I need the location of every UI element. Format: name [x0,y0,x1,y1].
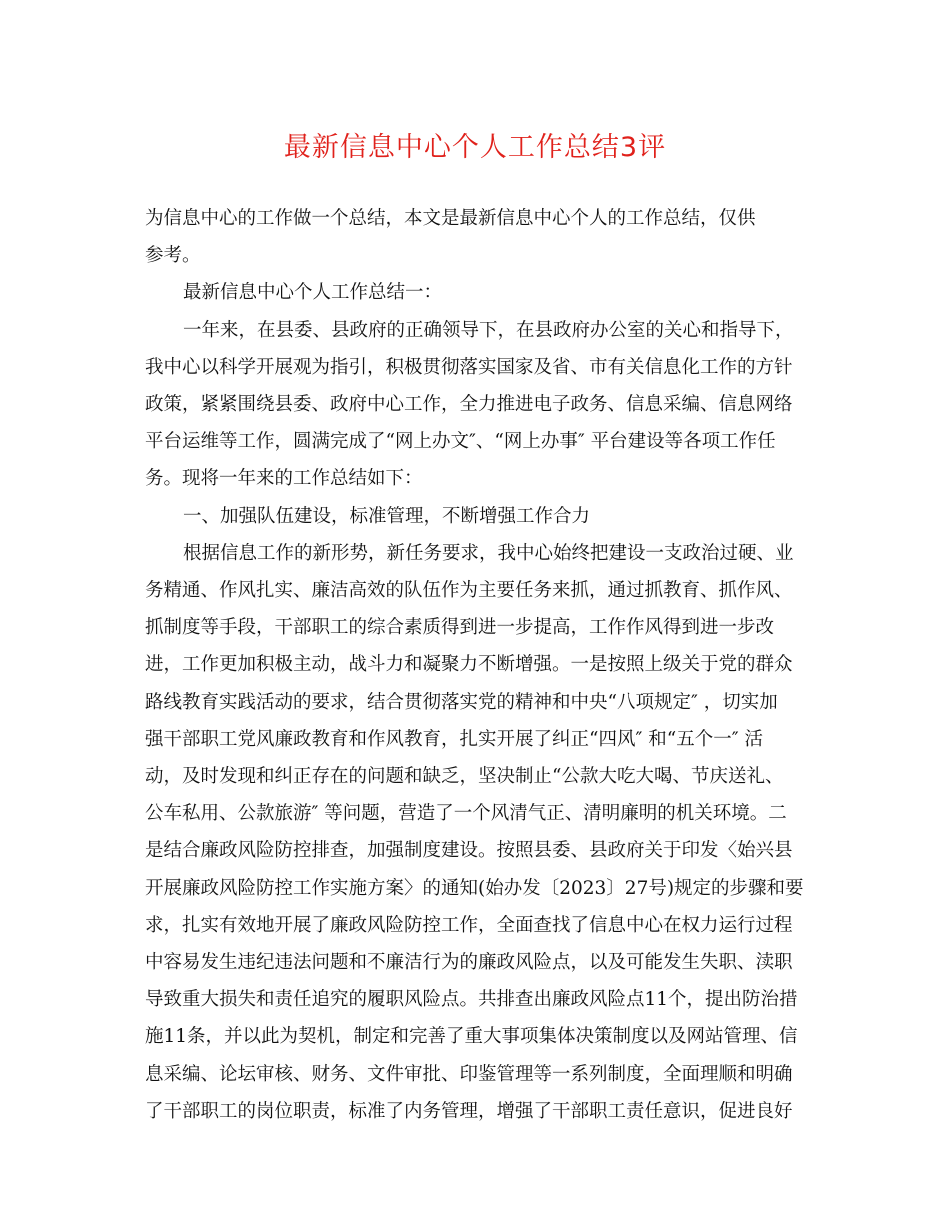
paragraph-line: 施11条，并以此为契机，制定和完善了重大事项集体决策制度以及网站管理、信 [145,1026,798,1047]
paragraph-line: 了干部职工的岗位职责，标准了内务管理，增强了干部职工责任意识，促进良好 [145,1101,793,1122]
paragraph-line: 进，工作更加积极主动，战斗力和凝聚力不断增强。一是按照上级关于党的群众 [145,654,793,675]
paragraph-line: 为信息中心的工作做一个总结，本文是最新信息中心个人的工作总结，仅供 [145,208,756,229]
paragraph-line: 公车私用、公款旅游″ 等问题，营造了一个风清气正、清明廉明的机关环境。二 [145,803,787,824]
paragraph-line: 强干部职工党风廉政教育和作风教育，扎实开展了纠正“四风″ 和“五个一″ 活 [145,729,764,750]
paragraph-line: 政策，紧紧围绕县委、政府中心工作，全力推进电子政务、信息采编、信息网络 [145,394,793,415]
document-title: 最新信息中心个人工作总结3评 [283,132,667,163]
section-heading: 一、加强队伍建设，标准管理，不断增强工作合力 [183,506,591,527]
paragraph-line: 平台运维等工作，圆满完成了“网上办文″、“网上办事″ 平台建设等各项工作任 [145,431,776,452]
paragraph-line: 务精通、作风扎实、廉洁高效的队伍作为主要任务来抓，通过抓教育、抓作风、 [145,580,793,601]
paragraph-line: 务。现将一年来的工作总结如下： [145,468,423,489]
paragraph-line: 路线教育实践活动的要求，结合贯彻落实党的精神和中央“八项规定″ ，切实加 [145,692,778,713]
paragraph-line: 一年来，在县委、县政府的正确领导下，在县政府办公室的关心和指导下， [183,320,794,341]
paragraph-line: 是结合廉政风险防控排查，加强制度建设。按照县委、县政府关于印发〈始兴县 [145,840,793,861]
paragraph-line: 息采编、论坛审核、财务、文件审批、印鉴管理等一系列制度，全面理顺和明确 [145,1064,793,1085]
paragraph-line: 导致重大损失和责任追究的履职风险点。共排查出廉政风险点11个，提出防治措 [145,989,798,1010]
paragraph-line: 动，及时发现和纠正存在的问题和缺乏，坚决制止“公款大吃大喝、节庆送礼、 [145,766,784,787]
paragraph-line: 开展廉政风险防控工作实施方案〉的通知(始办发〔2023〕27号)规定的步骤和要 [145,878,804,899]
paragraph-line: 中容易发生违纪违法问题和不廉洁行为的廉政风险点，以及可能发生失职、渎职 [145,952,793,973]
paragraph-line: 根据信息工作的新形势，新任务要求，我中心始终把建设一支政治过硬、业 [183,543,794,564]
paragraph-line: 最新信息中心个人工作总结一： [183,282,443,303]
paragraph-line: 求，扎实有效地开展了廉政风险防控工作，全面查找了信息中心在权力运行过程 [145,915,793,936]
paragraph-line: 参考。 [145,245,201,266]
paragraph-line: 抓制度等手段，干部职工的综合素质得到进一步提高，工作作风得到进一步改 [145,617,775,638]
paragraph-line: 我中心以科学开展观为指引，积极贯彻落实国家及省、市有关信息化工作的方针 [145,357,793,378]
